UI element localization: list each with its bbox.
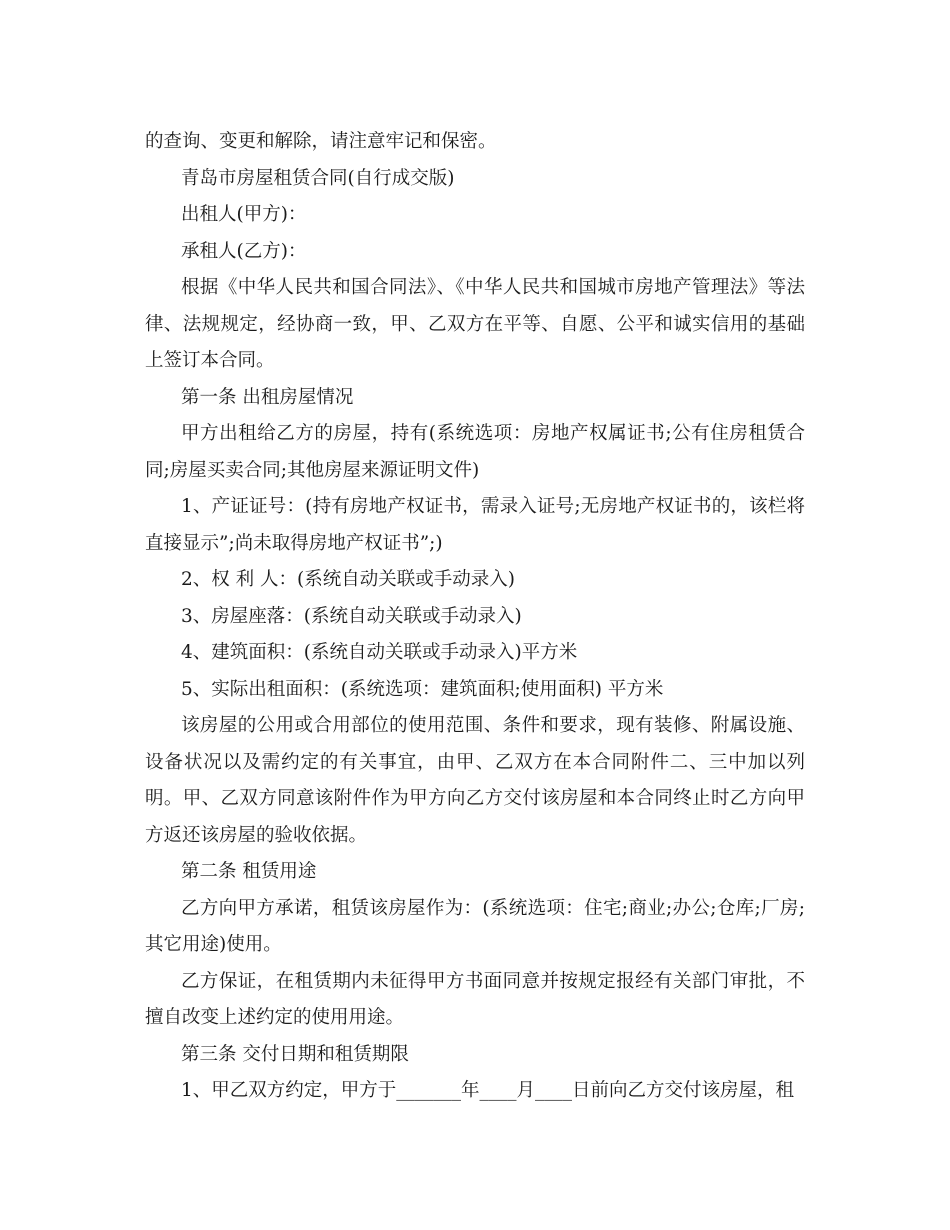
article-2-guarantee: 乙方保证，在租赁期内未征得甲方书面同意并按规定报经有关部门审批，不擅自改变上述约定的使用用途。 — [145, 970, 805, 1028]
article-1-facilities-paragraph: 该房屋的公用或合用部位的使用范围、条件和要求，现有装修、附属设施、设备状况以及需约定的有关事宜，由甲、乙双方在本合同附件二、三中加以列明。甲、乙双方同意该附件作为甲方向乙方交付该房屋和本合同终止时乙方向甲方返还该房屋的验收依据。 — [145, 715, 805, 846]
document-body — [145, 124, 805, 1110]
article-1-item-4: 4、建筑面积：(系统自动关联或手动录入)平方米 — [181, 642, 578, 663]
article-3-heading: 第三条 交付日期和租赁期限 — [181, 1043, 409, 1065]
article-1-item-1: 1、产证证号：(持有房地产权证书，需录入证号;无房地产权证书的，该栏将直接显示”;尚未取得房地产权证书”;) — [145, 496, 805, 554]
lessee-line: 承租人(乙方)： — [181, 240, 307, 262]
article-1-item-5: 5、实际出租面积：(系统选项：建筑面积;使用面积) 平方米 — [181, 678, 664, 700]
contract-title: 青岛市房屋租赁合同(自行成交版) — [181, 167, 455, 189]
article-1-intro: 甲方出租给乙方的房屋，持有(系统选项：房地产权属证书;公有住房租赁合同;房屋买卖合同;其他房屋来源证明文件) — [145, 423, 805, 481]
paragraph-continuation: 的查询、变更和解除，请注意牢记和保密。 — [145, 131, 497, 152]
article-1-item-3: 3、房屋座落：(系统自动关联或手动录入) — [181, 605, 522, 627]
article-3-item-1: 1、甲乙双方约定，甲方于_______年____月____日前向乙方交付该房屋，租 — [181, 1080, 795, 1101]
preamble-paragraph: 根据《中华人民共和国合同法》、《中华人民共和国城市房地产管理法》等法律、法规规定，经协商一致，甲、乙双方在平等、自愿、公平和诚实信用的基础上签订本合同。 — [145, 277, 805, 371]
article-1-item-2: 2、权 利 人：(系统自动关联或手动录入) — [181, 569, 515, 590]
article-2-commitment: 乙方向甲方承诺，租赁该房屋作为：(系统选项：住宅;商业;办公;仓库;厂房;其它用途)使用。 — [145, 897, 805, 955]
article-1-heading: 第一条 出租房屋情况 — [181, 386, 354, 408]
lessor-line: 出租人(甲方)： — [181, 204, 307, 225]
article-2-heading: 第二条 租赁用途 — [181, 861, 317, 882]
